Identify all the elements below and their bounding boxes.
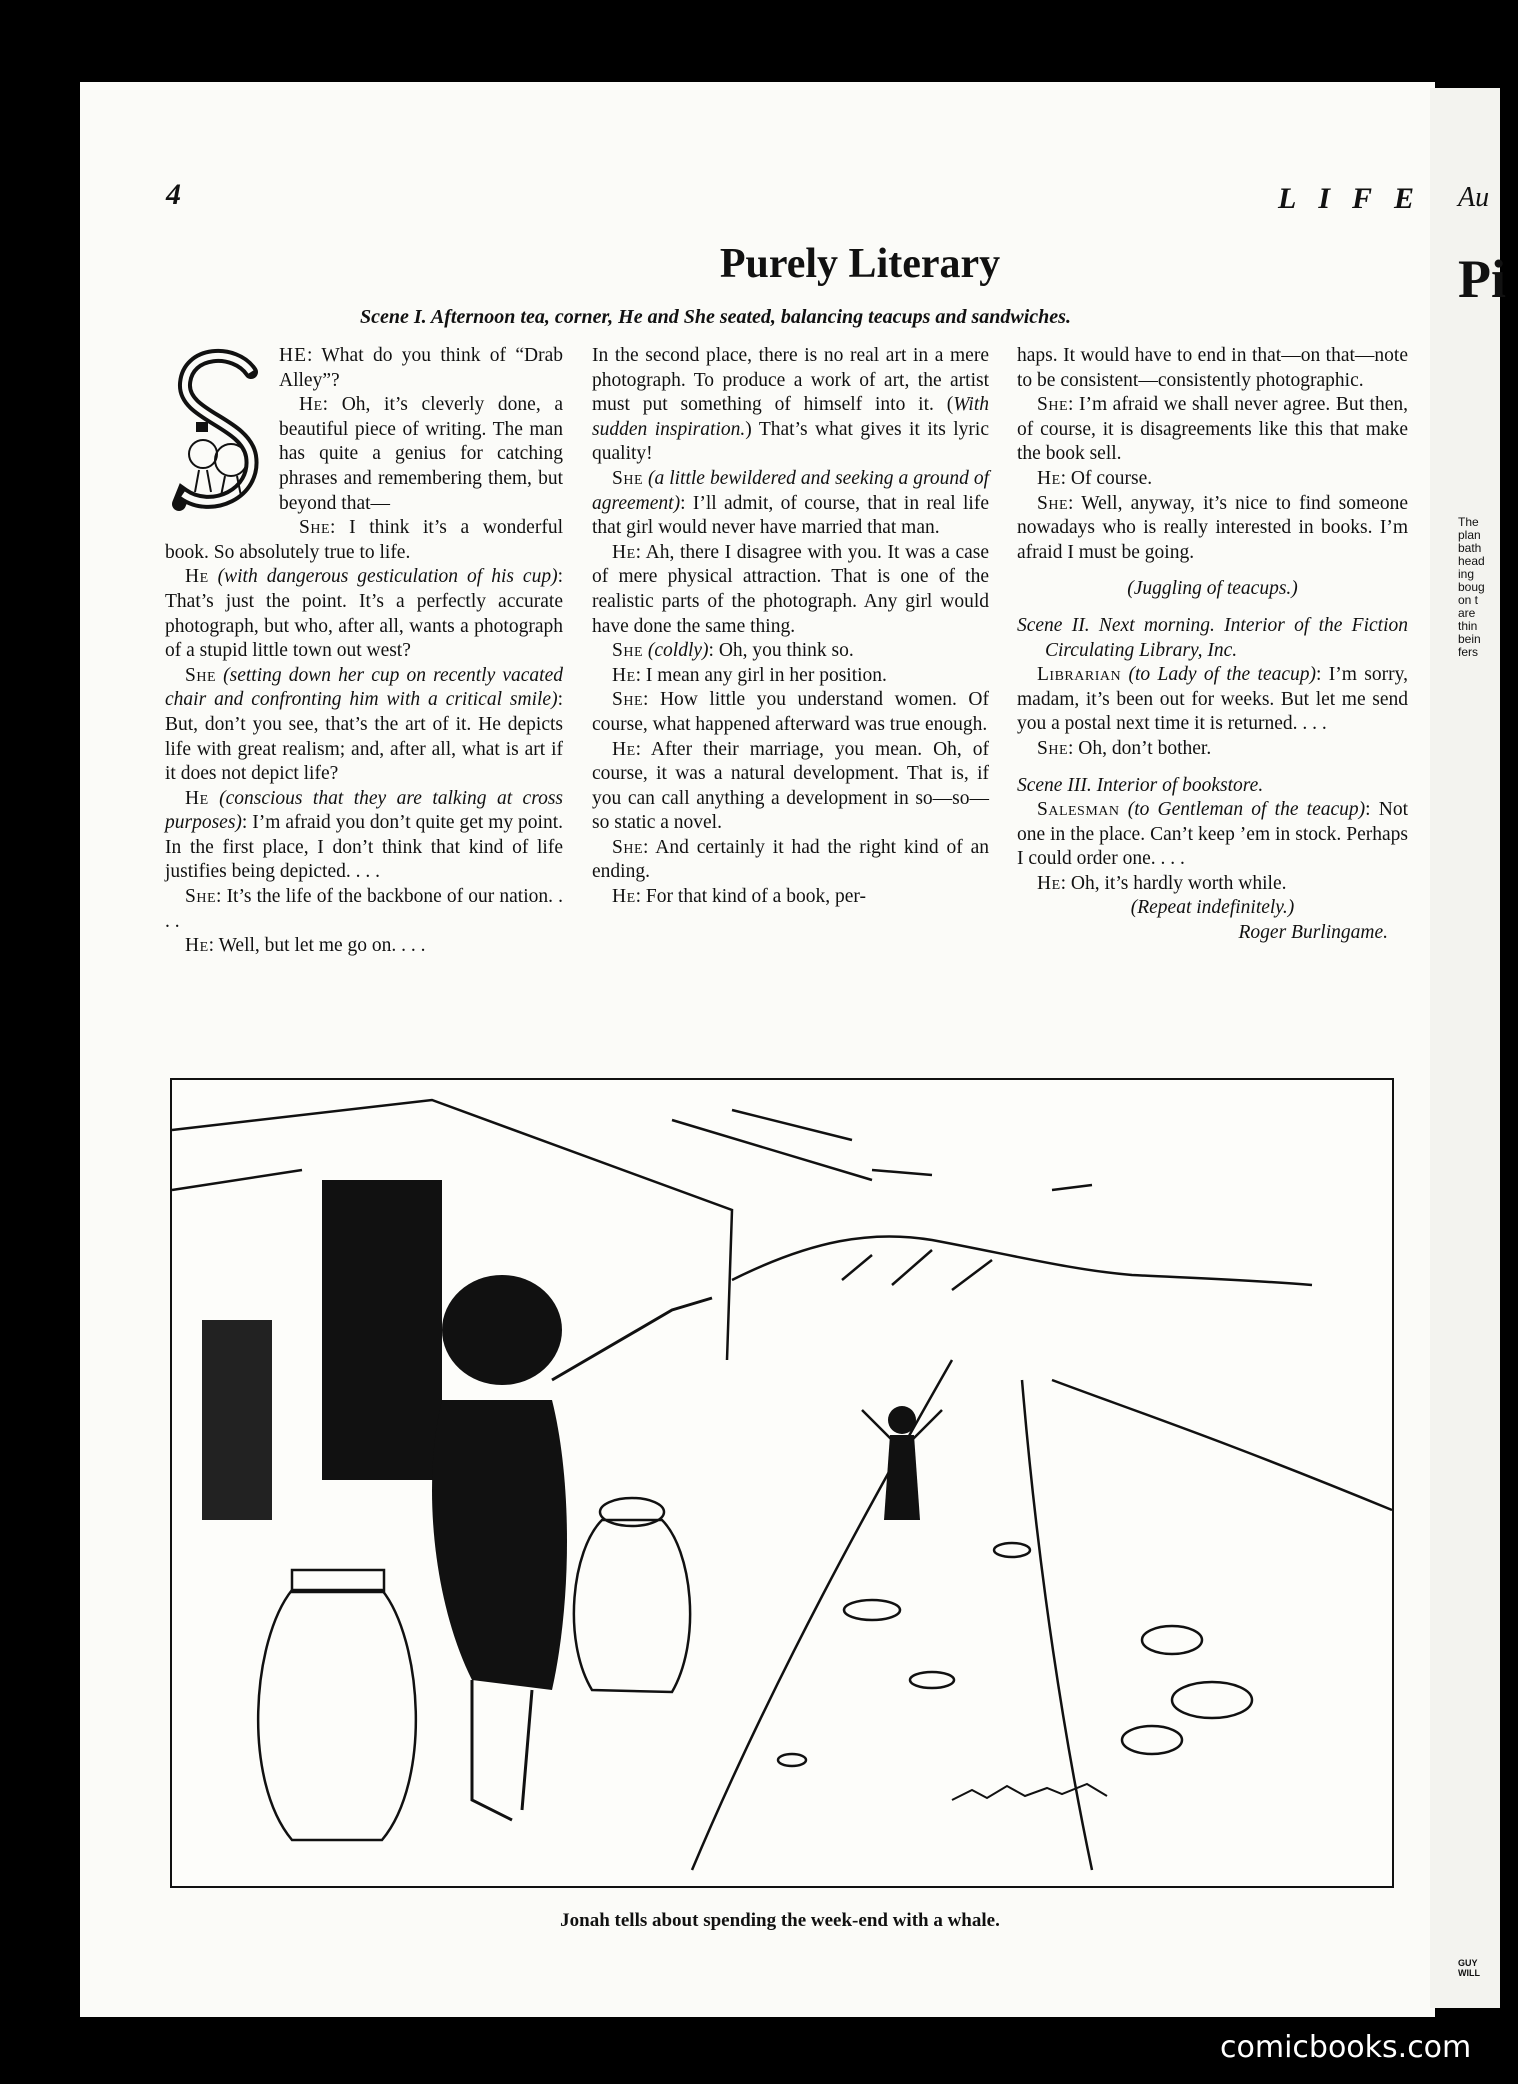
col2-p3: : Ah, there I disagree with you. It was a case of mere physical attraction. That is one of the realistic parts of the photograph. Any girl would have done the same thing.: [592, 541, 989, 637]
col2-p2: : I’ll admit, of course, that in real life that girl would never have married that man.: [592, 492, 989, 539]
adjacent-page: [1430, 88, 1506, 2008]
speaker-label: He: [1037, 872, 1061, 894]
col2-p7: : After their marriage, you mean. Oh, of course, it was a natural development. That is, if you can call anything a development in so—so—so static a novel.: [592, 738, 989, 834]
page-number: 4: [166, 178, 181, 211]
speaker-label: He: [299, 394, 323, 416]
stage-direction: (to Gentleman of the teacup): [1127, 799, 1366, 821]
drop-cap-s-illustration: [165, 344, 271, 519]
col1-p2: : Oh, it’s cleverly done, a beautiful piece of writing. The man has quite a genius for catching phrases and remembering them, but beyond that—: [279, 394, 563, 514]
speaker-label: She: [299, 517, 331, 539]
speaker-label: She: [612, 836, 644, 858]
scene-two-direction: Scene II. Next morning. Interior of the Fiction Circulating Library, Inc.: [1017, 614, 1408, 661]
col3-p4: : Well, anyway, it’s nice to find someone nowadays who is really interested in books. I’m afraid I must be going.: [1017, 492, 1408, 563]
speaker-label: He: [612, 738, 636, 760]
scene-three-direction: Scene III. Interior of bookstore.: [1017, 774, 1264, 796]
speaker-label: Salesman: [1037, 799, 1120, 821]
stage-direction: (coldly): [647, 640, 709, 662]
speaker-label: She: [185, 664, 217, 686]
speaker-label: He: [185, 935, 209, 957]
magazine-name: LIFE: [1278, 182, 1437, 215]
col1-p5: : But, don’t you see, that’s the art of it. He depicts life with great realism; and, after all, what is art if it does not depict life?: [165, 689, 563, 785]
article-title: Purely Literary: [719, 241, 1001, 287]
speaker-label: He: [612, 664, 636, 686]
col1-p1: : What do you think of “Drab Alley”?: [279, 345, 563, 391]
article-column-3: [1017, 344, 1408, 946]
article-column-2: [592, 344, 989, 910]
stage-direction: (with dangerous gesticulation of his cup): [217, 566, 558, 588]
cartoon-drawing: [172, 1080, 1392, 1886]
speaker-label: She: [1037, 737, 1069, 759]
opening-speaker: HE: [279, 345, 307, 366]
speaker-label: She: [1037, 492, 1069, 514]
stage-direction: (a little bewildered and seeking a ground of agreement): [592, 467, 989, 514]
author-signature: Roger Burlingame.: [1238, 922, 1388, 944]
col2-p1: In the second place, there is no real art in a mere photograph. To produce a work of art, the artist must put something of himself into it. (: [592, 345, 989, 416]
stage-direction: (conscious that they are talking at cross purposes): [165, 787, 564, 834]
stage-direction: (Juggling of teacups.): [1127, 578, 1298, 600]
col3-p9: : Oh, it’s hardly worth while.: [1060, 872, 1287, 894]
col2-p5: : I mean any girl in her position.: [635, 664, 887, 686]
speaker-label: He: [185, 566, 209, 588]
col2-p6: : How little you understand women. Of course, what happened afterward was true enough.: [592, 689, 989, 735]
col1-p6: : I’m afraid you don’t quite get my point. In the first place, I don’t think that kind of life justifies being depicted. . . .: [165, 812, 563, 883]
adjacent-page-header: Au: [1458, 182, 1490, 213]
stage-direction: (Repeat indefinitely.): [1130, 897, 1295, 919]
col2-p4: : Oh, you think so.: [708, 640, 854, 662]
adjacent-page-credit: GUY WILL: [1458, 1958, 1480, 1978]
col1-p8: : Well, but let me go on. . . .: [208, 935, 426, 957]
stage-direction: (to Lady of the teacup): [1128, 664, 1317, 686]
speaker-label: She: [185, 886, 217, 908]
col3-p7: : Oh, don’t bother.: [1068, 737, 1212, 759]
col3-p3: : Of course.: [1060, 467, 1153, 489]
stage-direction: With sudden inspiration.: [592, 394, 989, 440]
adjacent-page-text: The plan bath head ing boug on t are thin bein fers: [1458, 515, 1485, 659]
col3-p2: : I’m afraid we shall never agree. But then, of course, it is disagreements like this that make the book sell.: [1017, 394, 1408, 465]
scene-one-direction: Scene I. Afternoon tea, corner, He and She seated, balancing teacups and sandwiches.: [360, 306, 1071, 328]
cartoon-caption: Jonah tells about spending the week-end with a whale.: [560, 1910, 1000, 1931]
adjacent-page-title: Pi: [1458, 249, 1506, 309]
col3-p8: : Not one in the place. Can’t keep ’em in stock. Perhaps I could order one. . . .: [1017, 799, 1408, 870]
col1-p3: : I think it’s a wonderful book. So absolutely true to life.: [165, 517, 563, 563]
speaker-label: She: [612, 689, 644, 711]
col1-p4: : That’s just the point. It’s a perfectly accurate photograph, but who, after all, wants a photograph of a stupid little town out west?: [165, 566, 564, 662]
speaker-label: He: [185, 787, 209, 809]
speaker-label: He: [612, 541, 636, 563]
col1-p7: : It’s the life of the backbone of our nation. . . .: [165, 886, 563, 932]
col3-p6: : I’m sorry, madam, it’s been out for weeks. But let me send you a postal next time it is returned. . . .: [1017, 664, 1408, 735]
col2-p8: : And certainly it had the right kind of an ending.: [592, 836, 989, 883]
speaker-label: She: [1037, 394, 1069, 416]
speaker-label: He: [612, 886, 636, 908]
speaker-label: She: [612, 467, 644, 489]
col3-p1: haps. It would have to end in that—on that—note to be consistent—consistently photographic.: [1017, 345, 1408, 391]
watermark: comicbooks.com: [1220, 2030, 1472, 2065]
speaker-label: He: [1037, 467, 1061, 489]
cartoon-illustration: [170, 1078, 1394, 1888]
article-column-1: [165, 344, 563, 959]
stage-direction: (setting down her cup on recently vacated chair and confronting him with a critical smile): [165, 664, 563, 711]
speaker-label: She: [612, 640, 644, 662]
speaker-label: Librarian: [1037, 664, 1122, 686]
col2-p9: : For that kind of a book, per-: [635, 886, 866, 908]
col2-p1-end: ) That’s what gives it its lyric quality!: [592, 418, 989, 465]
